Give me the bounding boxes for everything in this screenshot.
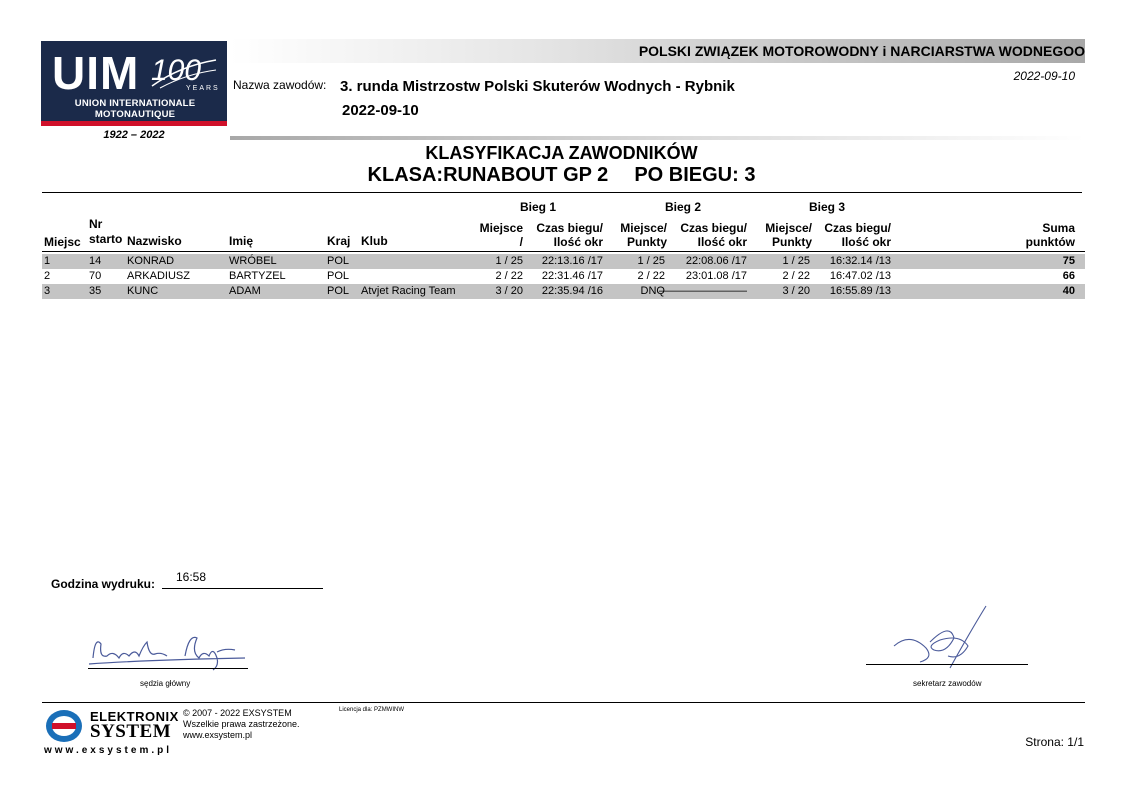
- logo-hundred-text: 100: [151, 54, 202, 87]
- header-surname: Nazwisko: [127, 234, 182, 248]
- cell-club: Atvjet Racing Team: [361, 285, 456, 297]
- cell-b3-time: 16:55.89 /13: [829, 285, 891, 297]
- header-start-no-2: starto: [89, 232, 123, 246]
- cell-b3-place: 3 / 20: [782, 285, 810, 297]
- header-b2-place-2: Punkty: [626, 235, 667, 249]
- cell-b3-time: 16:47.02 /13: [829, 270, 891, 282]
- header-b2-time-2: Ilość okr: [697, 235, 747, 249]
- cell-surname: KONRAD: [127, 255, 175, 267]
- table-row: [42, 269, 1085, 284]
- rights-text: Wszelkie prawa zastrzeżone.: [183, 719, 300, 729]
- federation-name: POLSKI ZWIĄZEK MOTOROWODNY i NARCIARSTWA WODNEGOO: [638, 43, 1085, 59]
- header-b1-place-2: /: [519, 235, 523, 249]
- print-time-value: 16:58: [176, 570, 207, 584]
- secretary-signature-line: [866, 664, 1028, 665]
- class-prefix: KLASA:: [367, 164, 444, 186]
- header-name: Imię: [229, 234, 254, 248]
- after-heat: PO BIEGU: 3: [634, 164, 756, 186]
- cell-surname: KUNC: [127, 285, 159, 297]
- cell-start-no: 35: [89, 285, 102, 297]
- classification-title: KLASYFIKACJA ZAWODNIKÓW: [425, 143, 698, 163]
- cell-place: 3: [44, 285, 51, 297]
- cell-surname: ARKADIUSZ: [127, 270, 190, 282]
- license-text: Licencja dla: PZMWINW: [339, 707, 405, 713]
- cell-b1-place: 3 / 20: [495, 285, 523, 297]
- cell-b1-time: 22:35.94 /16: [541, 285, 603, 297]
- logo-years-text: YEARS: [186, 85, 220, 92]
- cell-b1-place: 1 / 25: [495, 255, 523, 267]
- cell-country: POL: [327, 270, 350, 282]
- cell-b2-time: ————————: [659, 285, 747, 297]
- logo-red-stripe: [41, 121, 227, 126]
- page-number: Strona: 1/1: [1025, 735, 1084, 749]
- copyright-block: [183, 708, 300, 741]
- cell-name: BARTYZEL: [229, 270, 286, 282]
- cell-b3-place: 1 / 25: [782, 255, 810, 267]
- cell-b2-time: 22:08.06 /17: [685, 255, 747, 267]
- header-b3-time-2: Ilość okr: [841, 235, 891, 249]
- header-b1-time-2: Ilość okr: [553, 235, 603, 249]
- cell-name: ADAM: [229, 285, 261, 297]
- header-b3-time-1: Czas biegu/: [824, 221, 891, 235]
- header-sub-bar: [230, 136, 1085, 140]
- copyright-text: © 2007 - 2022 EXSYSTEM: [183, 708, 292, 718]
- cell-b3-time: 16:32.14 /13: [829, 255, 891, 267]
- competition-date: 2022-09-10: [342, 102, 419, 119]
- table-row: [42, 254, 1085, 269]
- cell-name: WRÓBEL: [229, 255, 277, 267]
- header-club: Klub: [361, 234, 388, 248]
- cell-place: 1: [44, 255, 51, 267]
- class-name: RUNABOUT GP 2: [443, 164, 609, 186]
- header-place: Miejsc: [44, 235, 81, 249]
- logo-swoosh-icon: [150, 56, 218, 90]
- header-sum-1: Suma: [1042, 221, 1075, 235]
- table-row: [42, 284, 1085, 299]
- cell-b1-place: 2 / 22: [495, 270, 523, 282]
- group-heat-2: Bieg 2: [664, 200, 701, 214]
- header-sum-2: punktów: [1025, 235, 1075, 249]
- cell-b1-time: 22:13.16 /17: [541, 255, 603, 267]
- cell-start-no: 14: [89, 255, 102, 267]
- cell-start-no: 70: [89, 270, 102, 282]
- header-b2-time-1: Czas biegu/: [680, 221, 747, 235]
- header-divider: [42, 251, 1085, 252]
- competition-label: Nazwa zawodów:: [233, 78, 327, 92]
- header-b2-place-1: Miejsce/: [620, 221, 667, 235]
- group-heat-3: Bieg 3: [808, 200, 845, 214]
- header-country: Kraj: [327, 234, 351, 248]
- header-b3-place-2: Punkty: [771, 235, 812, 249]
- header-start-no-1: Nr: [89, 217, 103, 231]
- brand-line-1: ELEKTRONIX: [90, 709, 179, 724]
- header-b3-place-1: Miejsce/: [765, 221, 812, 235]
- header-b1-time-1: Czas biegu/: [536, 221, 603, 235]
- cell-place: 2: [44, 270, 51, 282]
- group-heat-1: Bieg 1: [519, 200, 556, 214]
- cell-country: POL: [327, 285, 350, 297]
- competition-name: 3. runda Mistrzostw Polski Skuterów Wodnych - Rybnik: [340, 78, 735, 95]
- footer-divider: [42, 702, 1085, 703]
- cell-sum: 66: [1062, 270, 1075, 282]
- header-b1-place-1: Miejsce: [479, 221, 523, 235]
- judge-label: sędzia główny: [140, 679, 191, 688]
- logo-uim-text: UIM: [52, 47, 140, 99]
- cell-country: POL: [327, 255, 350, 267]
- exsystem-logo-icon: [44, 708, 84, 744]
- print-time-label: Godzina wydruku:: [51, 577, 156, 591]
- report-date: 2022-09-10: [1013, 69, 1075, 83]
- cell-b1-time: 22:31.46 /17: [541, 270, 603, 282]
- cell-b2-place: 2 / 22: [637, 270, 665, 282]
- cell-b3-place: 2 / 22: [782, 270, 810, 282]
- class-title: [0, 164, 1123, 187]
- print-time-underline: [162, 588, 323, 589]
- logo-org-name: UNION INTERNATIONALE MOTONAUTIQUE: [74, 98, 196, 120]
- brand-url: www.exsystem.pl: [44, 745, 172, 756]
- cell-sum: 40: [1062, 285, 1075, 297]
- judge-signature-icon: [85, 628, 250, 673]
- cell-b2-place: 1 / 25: [637, 255, 665, 267]
- brand-line-2: SYSTEM: [90, 721, 172, 742]
- secretary-signature-icon: [890, 602, 1000, 672]
- website-link[interactable]: www.exsystem.pl: [183, 730, 253, 740]
- cell-b2-place: DNQ: [640, 285, 665, 297]
- cell-b2-time: 23:01.08 /17: [685, 270, 747, 282]
- secretary-label: sekretarz zawodów: [913, 679, 982, 688]
- title-divider: [42, 192, 1082, 193]
- logo-years-range: 1922 – 2022: [103, 129, 165, 141]
- judge-signature-line: [88, 668, 248, 669]
- cell-sum: 75: [1062, 255, 1075, 267]
